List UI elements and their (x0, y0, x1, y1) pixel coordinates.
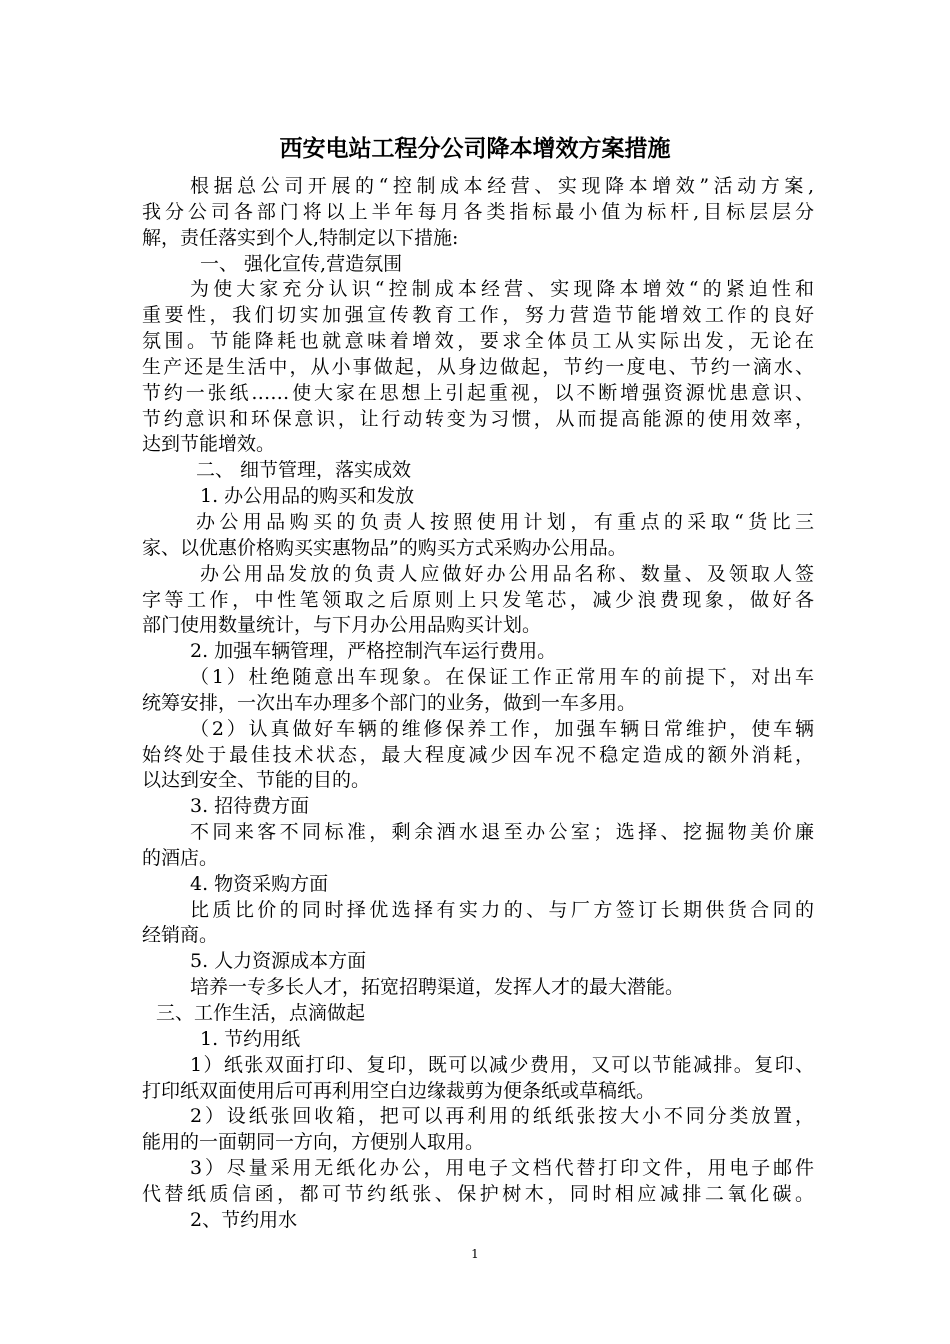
text-line: 3. 招待费方面 (190, 795, 310, 818)
document-title: 西安电站工程分公司降本增效方案措施 (279, 135, 671, 162)
text-line: 以达到安全、节能的目的。 (142, 769, 371, 792)
text-line: 解，责任落实到个人,特制定以下措施: (142, 226, 459, 249)
text-line: 我分公司各部门将以上半年每月各类指标最小值为标杆,目标层层分 (142, 200, 814, 223)
text-line: 代替纸质信函，都可节约纸张、保护树木，同时相应减排二氧化碳。 (142, 1182, 814, 1205)
text-line: 3）尽量采用无纸化办公，用电子文档代替打印文件，用电子邮件 (190, 1157, 814, 1180)
text-line: 部门使用数量统计，与下月办公用品购买计划。 (142, 614, 542, 637)
text-line: 为使大家充分认识“控制成本经营、实现降本增效“的紧迫性和 (190, 278, 814, 301)
text-line: 4. 物资采购方面 (190, 872, 329, 895)
text-line: 生产还是生活中，从小事做起，从身边做起，节约一度电、节约一滴水、 (142, 355, 814, 378)
text-line: 达到节能增效。 (142, 433, 276, 456)
text-line: 节约意识和环保意识，让行动转变为习惯，从而提高能源的使用效率， (142, 407, 814, 430)
text-line: 经销商。 (142, 924, 219, 947)
text-line: 2、节约用水 (190, 1208, 298, 1231)
text-line: 统筹安排，一次出车办理多个部门的业务，做到一车多用。 (142, 691, 637, 714)
text-line: 不同来客不同标准，剩余酒水退至办公室；选择、挖掘物美价廉 (190, 821, 814, 844)
text-line: 节约一张纸……使大家在思想上引起重视，以不断增强资源忧患意识、 (142, 381, 814, 404)
text-line: 的酒店。 (142, 846, 219, 869)
page-number: 1 (471, 1247, 479, 1261)
text-line: （1）杜绝随意出车现象。在保证工作正常用车的前提下，对出车 (190, 666, 814, 689)
text-line: 1. 办公用品的购买和发放 (200, 485, 415, 508)
document-body (142, 174, 814, 1234)
text-line: 一、 强化宣传,营造氛围 (200, 252, 403, 275)
text-line: 2）设纸张回收箱，把可以再利用的纸纸张按大小不同分类放置， (190, 1105, 814, 1128)
text-line: 重要性，我们切实加强宣传教育工作，努力营造节能增效工作的良好 (142, 304, 814, 327)
text-line: 5. 人力资源成本方面 (190, 950, 367, 973)
text-line: 1）纸张双面打印、复印，既可以减少费用，又可以节能减排。复印、 (190, 1053, 814, 1076)
text-line: 家、以优惠价格购买实惠物品”的购买方式采购办公用品。 (142, 536, 627, 559)
text-line: 三、工作生活，点滴做起 (156, 1002, 366, 1024)
text-line: 办公用品购买的负责人按照使用计划，有重点的采取“货比三 (196, 510, 814, 533)
text-line: 氛围。节能降耗也就意味着增效，要求全体员工从实际出发，无论在 (142, 330, 814, 353)
text-line: 1. 节约用纸 (200, 1027, 301, 1050)
text-line: 始终处于最佳技术状态，最大程度减少因车况不稳定造成的额外消耗， (142, 743, 814, 766)
text-line: 办公用品发放的负责人应做好办公用品名称、数量、及领取人签 (200, 562, 814, 585)
text-line: （2）认真做好车辆的维修保养工作，加强车辆日常维护，使车辆 (190, 717, 814, 740)
text-line: 2. 加强车辆管理，严格控制汽车运行费用。 (190, 640, 557, 663)
text-line: 字等工作，中性笔领取之后原则上只发笔芯，减少浪费现象，做好各 (142, 588, 814, 611)
text-line: 能用的一面朝同一方向，方便别人取用。 (142, 1131, 485, 1154)
text-line: 培养一专多长人才，拓宽招聘渠道，发挥人才的最大潜能。 (190, 976, 685, 999)
text-line: 打印纸双面使用后可再利用空白边缘裁剪为便条纸或草稿纸。 (142, 1079, 656, 1102)
text-line: 比质比价的同时择优选择有实力的、与厂方签订长期供货合同的 (190, 898, 814, 921)
text-line: 根据总公司开展的“控制成本经营、实现降本增效”活动方案, (190, 175, 814, 197)
text-line: 二、 细节管理，落实成效 (196, 459, 412, 482)
